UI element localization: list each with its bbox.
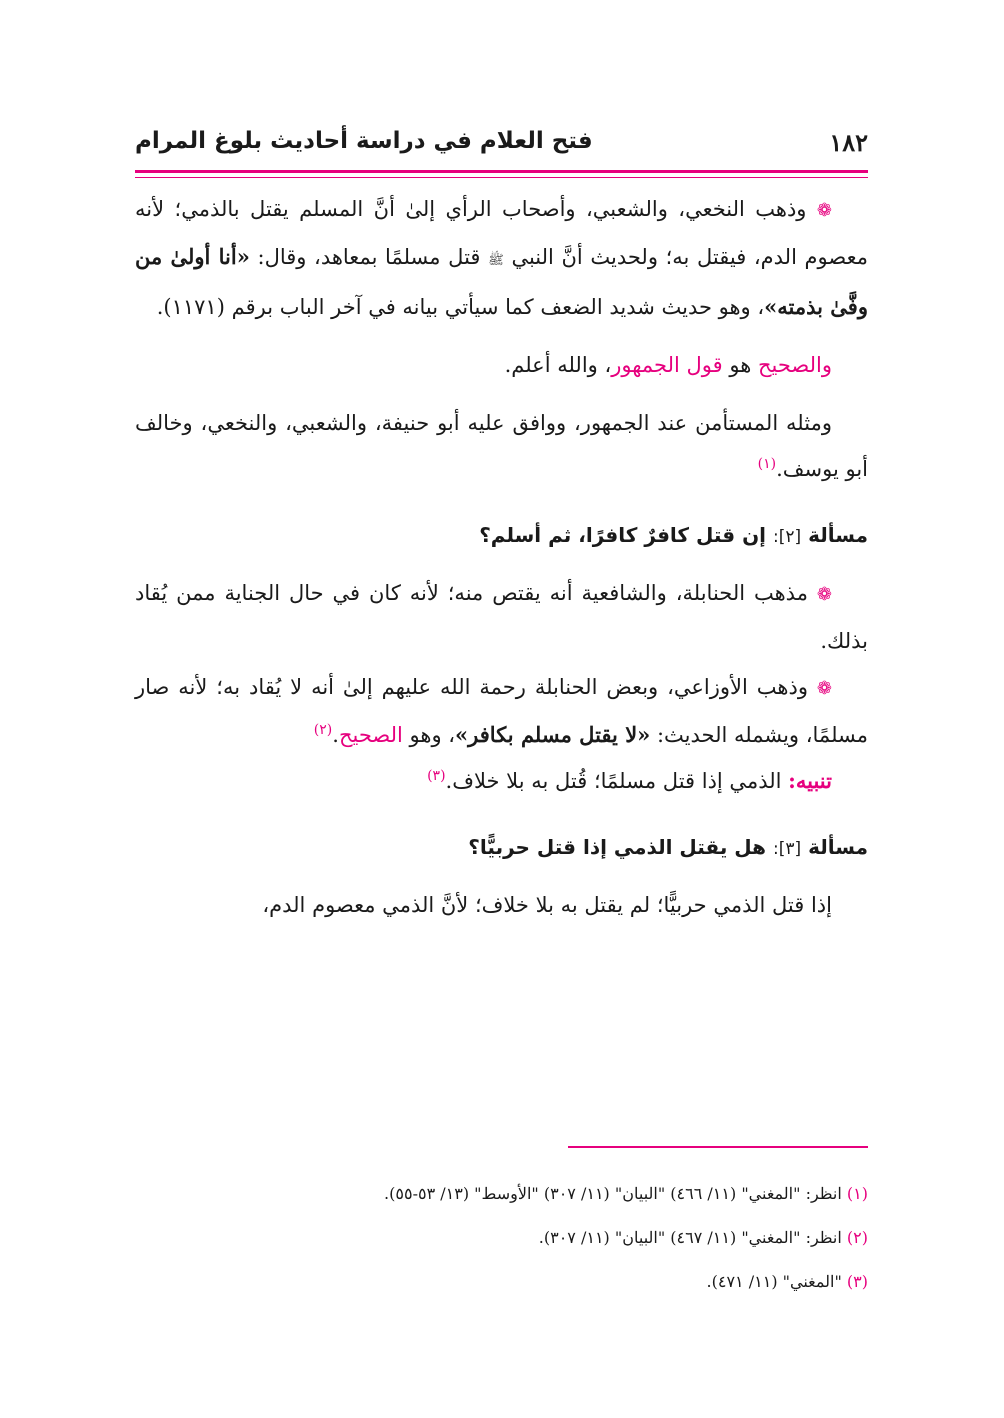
footnote-text: انظر: "المغني" (١١/ ٤٦٧) "البيان" (١١/ ٣٠٧).	[538, 1228, 842, 1247]
flower-ornament-icon: ❁	[816, 678, 832, 699]
p5-text-a: وذهب الأوزاعي، وبعض الحنابلة رحمة الله عليهم إلىٰ أنه لا يُقاد به؛ لأنه صار مسلمًا، ويشمله الحديث:	[135, 675, 868, 747]
paragraph-2	[135, 342, 868, 388]
issue-3-question: هل يقتل الذمي إذا قتل حربيًّا؟	[468, 835, 767, 859]
footnotes	[135, 1172, 868, 1304]
note-paragraph	[135, 758, 868, 804]
issue-2-number: [٢]:	[772, 527, 802, 547]
footnote-3	[135, 1260, 868, 1304]
p1-text-b: قتل مسلمًا بمعاهد، وقال:	[249, 245, 489, 269]
header-rule-thin	[135, 177, 868, 178]
footnote-2	[135, 1216, 868, 1260]
hadith-quote-2: «لا يقتل مسلم بكافر»	[455, 722, 651, 747]
p1-text-c: ، وهو حديث شديد الضعف كما سيأتي بيانه في آخر الباب برقم (١١٧١).	[156, 295, 765, 319]
paragraph-1	[135, 186, 868, 330]
note-label: تنبيه:	[788, 768, 832, 793]
flower-ornament-icon: ❁	[816, 584, 832, 605]
footnote-ref-3[interactable]: (٣)	[427, 768, 446, 784]
salutation-ligature: ﷺ	[488, 253, 504, 268]
p5-text-b: ، وهو	[402, 723, 456, 747]
issue-3-label: مسألة	[808, 835, 868, 859]
footnote-ref-1[interactable]: (١)	[757, 456, 777, 472]
body-text	[135, 186, 868, 928]
paragraph-6	[135, 882, 868, 928]
hadith-quote: «أنا أولىٰ من وفَّىٰ بذمته»	[135, 244, 868, 319]
p1-text-a: وذهب النخعي، والشعبي، وأصحاب الرأي إلىٰ أنَّ المسلم يقتل بالذمي؛ لأنه معصوم الدم، فيقتل به؛ ولحديث أنَّ النبي	[135, 197, 868, 269]
footnote-number: (٣)	[846, 1272, 868, 1291]
p2-pink-b: قول الجمهور	[611, 353, 723, 377]
issue-2-question: إن قتل كافرٌ كافرًا، ثم أسلم؟	[479, 523, 767, 547]
footnote-text: "المغني" (١١/ ٤٧١).	[706, 1272, 842, 1291]
footnote-separator	[568, 1146, 868, 1148]
header-rule-thick	[135, 170, 868, 173]
p2-text-b: ، والله أعلم.	[504, 353, 612, 377]
p5-pink: الصحيح	[338, 723, 403, 747]
issue-2-heading	[135, 512, 868, 560]
p2-text-a: هو	[722, 353, 758, 377]
footnote-1	[135, 1172, 868, 1216]
footnote-ref-2[interactable]: (٢)	[313, 722, 333, 738]
paragraph-3	[135, 400, 868, 492]
page-number: ١٨٢	[829, 128, 868, 157]
paragraph-5	[135, 664, 868, 758]
footnote-number: (١)	[846, 1184, 868, 1203]
p5-text-c: .	[332, 723, 339, 747]
book-title: فتح العلام في دراسة أحاديث بلوغ المرام	[135, 128, 593, 154]
p4-text: مذهب الحنابلة، والشافعية أنه يقتص منه؛ لأنه كان في حال الجناية ممن يُقاد بذلك.	[135, 581, 868, 653]
issue-3-number: [٣]:	[772, 839, 802, 859]
issue-2-label: مسألة	[808, 523, 868, 547]
paragraph-4	[135, 570, 868, 664]
footnote-number: (٢)	[846, 1228, 868, 1247]
footnote-text: انظر: "المغني" (١١/ ٤٦٦) "البيان" (١١/ ٣٠٧) "الأوسط" (١٣/ ٥٣-٥٥).	[384, 1184, 842, 1203]
flower-ornament-icon: ❁	[816, 200, 832, 221]
p6-text: إذا قتل الذمي حربيًّا؛ لم يقتل به بلا خلاف؛ لأنَّ الذمي معصوم الدم،	[262, 893, 832, 917]
issue-3-heading	[135, 824, 868, 872]
p3-text: ومثله المستأمن عند الجمهور، ووافق عليه أبو حنيفة، والشعبي، والنخعي، وخالف أبو يوسف.	[135, 411, 868, 481]
note-text: الذمي إذا قتل مسلمًا؛ قُتل به بلا خلاف.	[445, 769, 789, 793]
page-header	[135, 128, 868, 168]
p2-pink-a: والصحيح	[757, 353, 832, 377]
